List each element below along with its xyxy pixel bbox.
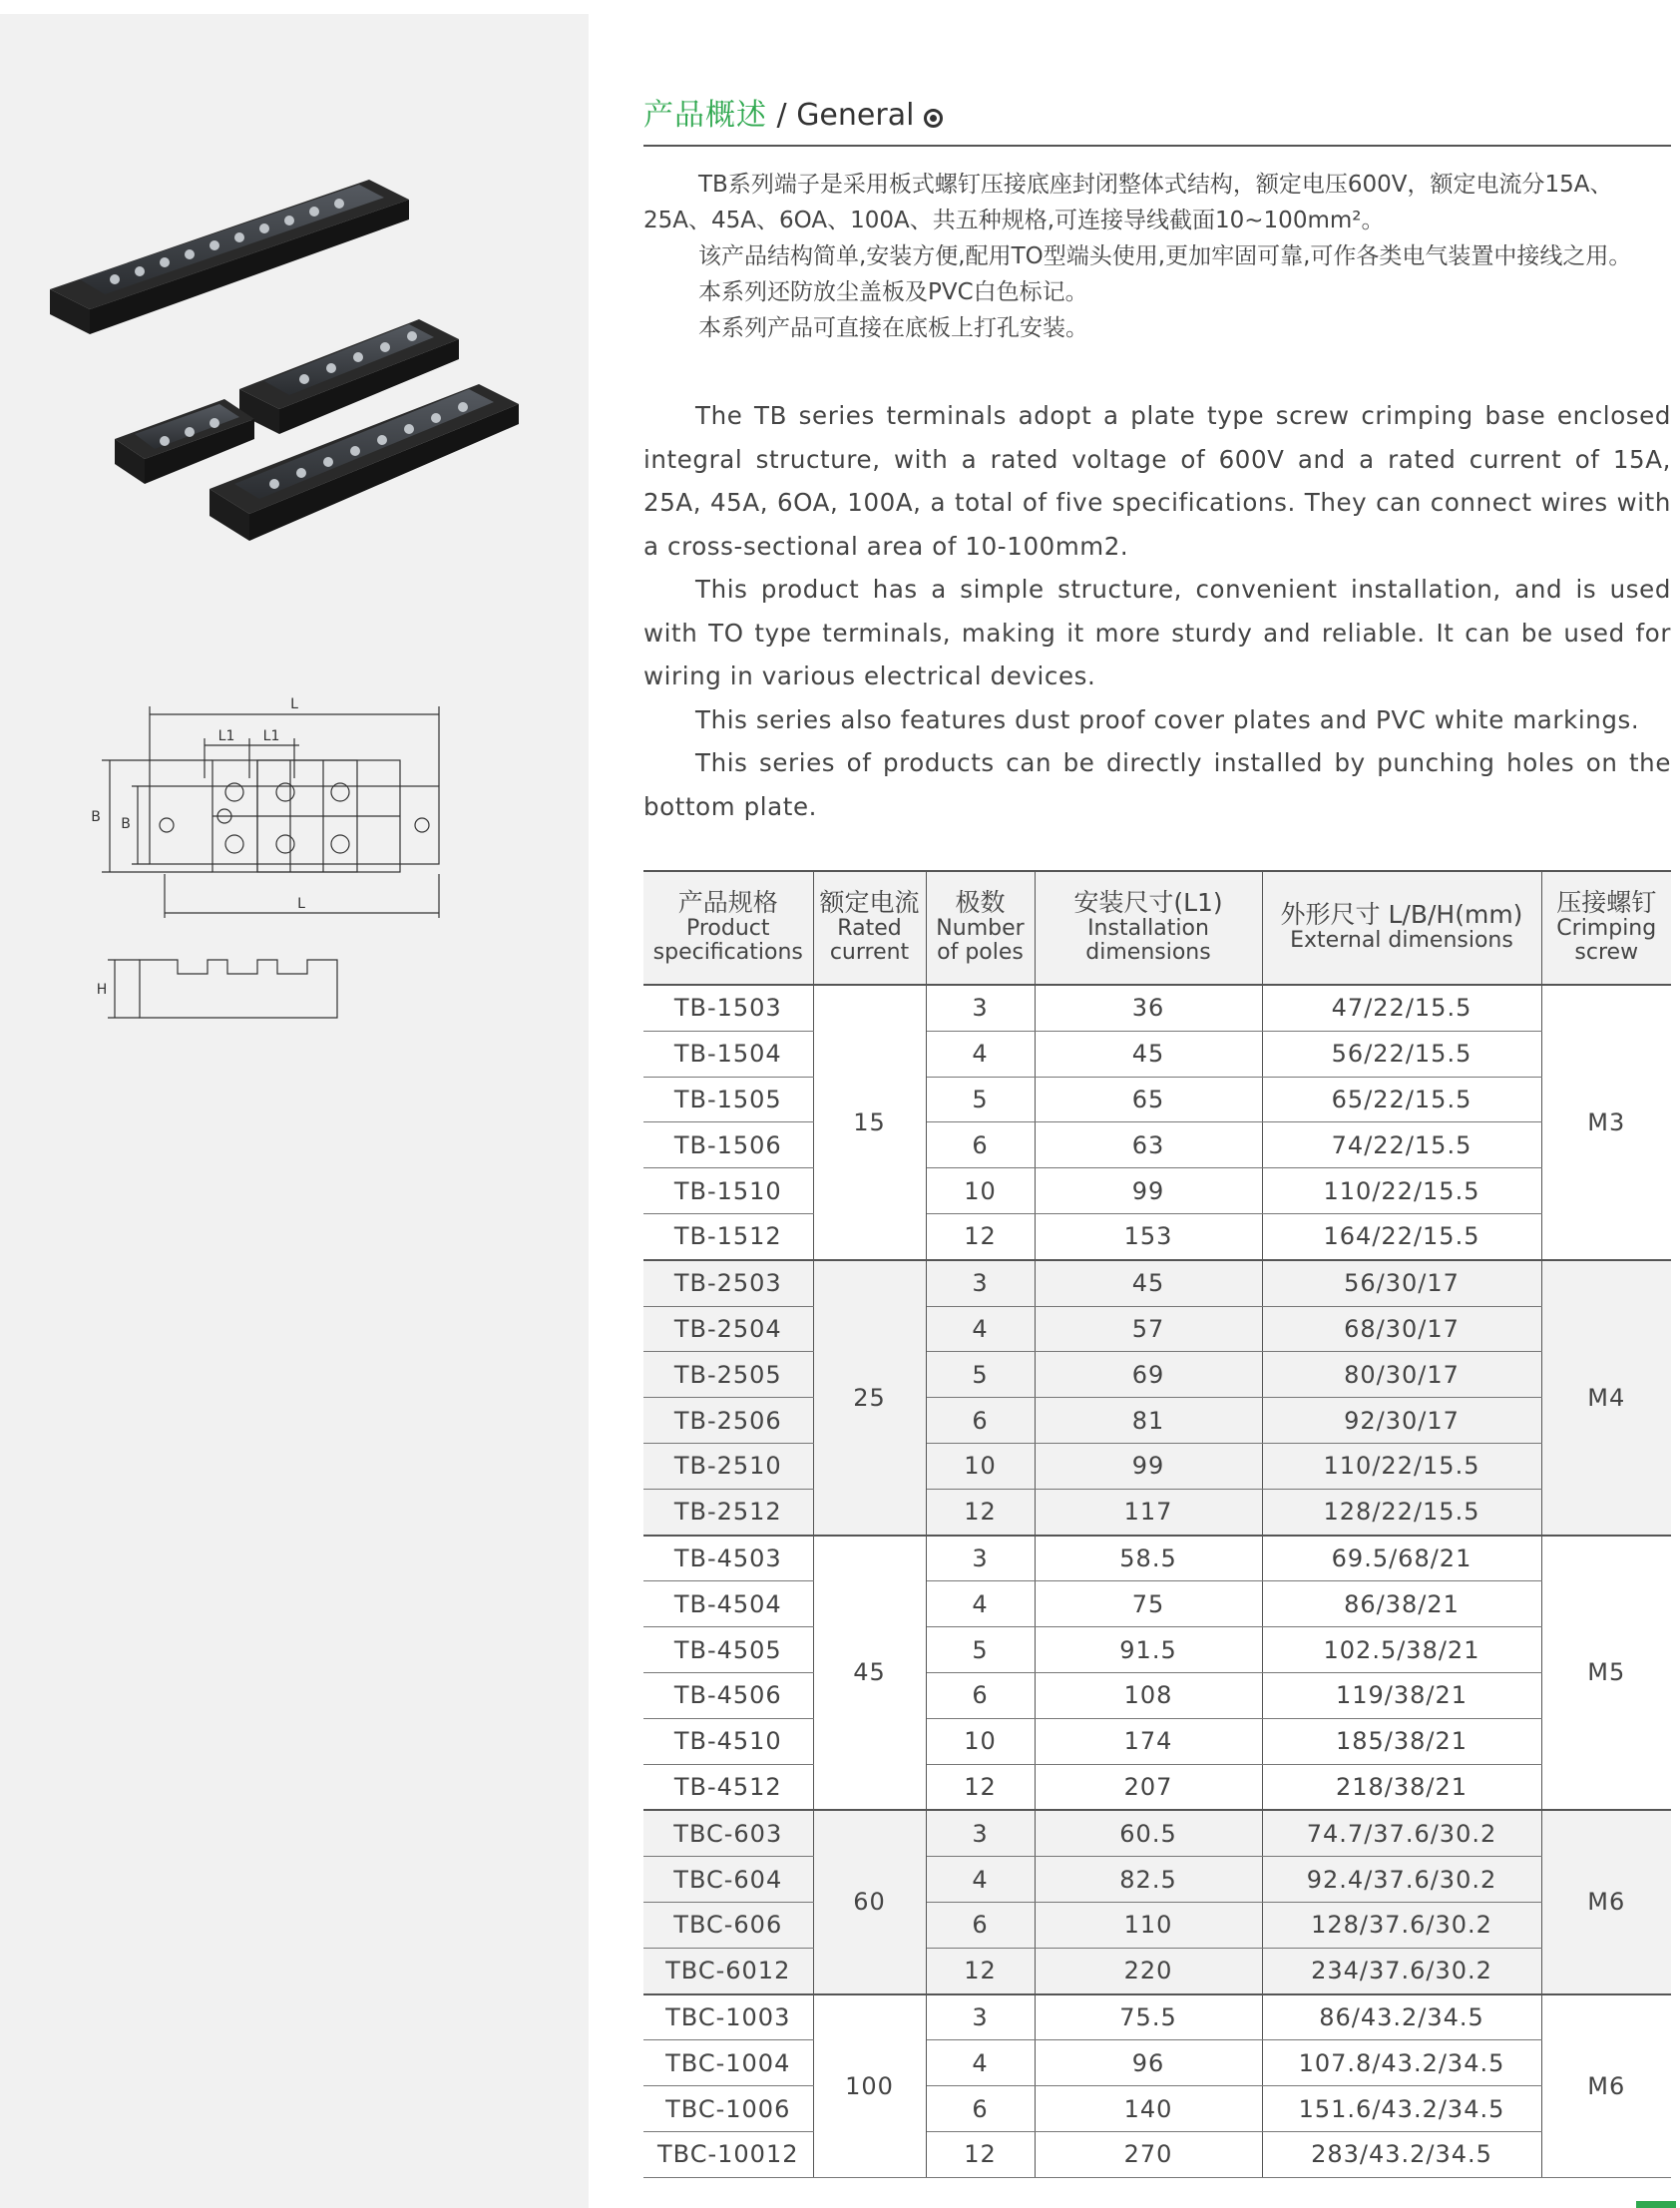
terminal-block-long-top xyxy=(50,180,409,334)
cell-crimping-screw: M6 xyxy=(1541,1994,1671,2178)
cell-external-dim: 110/22/15.5 xyxy=(1262,1443,1541,1489)
cell-external-dim: 56/30/17 xyxy=(1262,1260,1541,1306)
cell-product-spec: TB-1510 xyxy=(643,1168,813,1214)
cell-poles: 10 xyxy=(926,1718,1035,1764)
cell-external-dim: 47/22/15.5 xyxy=(1262,985,1541,1031)
cell-installation-dim: 75 xyxy=(1035,1581,1262,1627)
dim-label-l1-b: L1 xyxy=(262,728,280,744)
cell-product-spec: TBC-10012 xyxy=(643,2131,813,2177)
cell-rated-current: 100 xyxy=(813,1994,926,2178)
cell-external-dim: 65/22/15.5 xyxy=(1262,1077,1541,1122)
terminal-block-short xyxy=(115,399,254,484)
cell-external-dim: 128/37.6/30.2 xyxy=(1262,1902,1541,1948)
cell-product-spec: TBC-6012 xyxy=(643,1948,813,1993)
dim-label-b-inner: B xyxy=(121,816,131,832)
cell-installation-dim: 117 xyxy=(1035,1489,1262,1535)
dim-label-b-outer: B xyxy=(91,809,101,825)
cell-product-spec: TB-1506 xyxy=(643,1122,813,1168)
cell-poles: 6 xyxy=(926,2086,1035,2132)
intro-cn-paragraph: 本系列产品可直接在底板上打孔安装。 xyxy=(698,315,1088,341)
dim-label-l: L xyxy=(290,696,298,712)
cell-product-spec: TBC-604 xyxy=(643,1857,813,1903)
cell-installation-dim: 108 xyxy=(1035,1672,1262,1718)
cell-product-spec: TB-2504 xyxy=(643,1306,813,1352)
table-row xyxy=(643,1948,1671,1993)
cell-product-spec: TB-4504 xyxy=(643,1581,813,1627)
cell-installation-dim: 45 xyxy=(1035,1260,1262,1306)
cell-product-spec: TBC-1006 xyxy=(643,2086,813,2132)
cell-product-spec: TB-1503 xyxy=(643,985,813,1031)
table-row xyxy=(643,1122,1671,1168)
cell-installation-dim: 153 xyxy=(1035,1213,1262,1259)
table-row xyxy=(643,2040,1671,2086)
col-header-installation: 安装尺寸(L1) Installation dimensions xyxy=(1035,871,1262,985)
cell-product-spec: TB-4510 xyxy=(643,1718,813,1764)
section-header xyxy=(643,90,1671,147)
table-row xyxy=(643,1857,1671,1903)
cell-installation-dim: 58.5 xyxy=(1035,1536,1262,1581)
cell-installation-dim: 69 xyxy=(1035,1352,1262,1398)
cell-external-dim: 283/43.2/34.5 xyxy=(1262,2131,1541,2177)
table-row xyxy=(643,1031,1671,1077)
cell-external-dim: 92.4/37.6/30.2 xyxy=(1262,1857,1541,1903)
dim-label-h: H xyxy=(96,982,108,998)
cell-product-spec: TBC-1003 xyxy=(643,1994,813,2040)
table-row xyxy=(643,1994,1671,2040)
cell-product-spec: TB-1512 xyxy=(643,1213,813,1259)
cell-product-spec: TB-1505 xyxy=(643,1077,813,1122)
cell-external-dim: 151.6/43.2/34.5 xyxy=(1262,2086,1541,2132)
table-row xyxy=(643,1718,1671,1764)
cell-product-spec: TBC-606 xyxy=(643,1902,813,1948)
table-row xyxy=(643,1398,1671,1444)
cell-installation-dim: 82.5 xyxy=(1035,1857,1262,1903)
intro-cn-paragraph: TB系列端子是采用板式螺钉压接底座封闭整体式结构，额定电压600V，额定电流分15A、25A、45A、6OA、100A、共五种规格,可连接导线截面10~100mm²。 xyxy=(643,172,1613,233)
cell-external-dim: 185/38/21 xyxy=(1262,1718,1541,1764)
cell-poles: 12 xyxy=(926,1948,1035,1993)
cell-product-spec: TB-2510 xyxy=(643,1443,813,1489)
cell-installation-dim: 91.5 xyxy=(1035,1627,1262,1673)
cell-product-spec: TB-4505 xyxy=(643,1627,813,1673)
cell-installation-dim: 81 xyxy=(1035,1398,1262,1444)
table-row xyxy=(643,985,1671,1031)
target-icon xyxy=(924,109,943,128)
intro-en-paragraph: This series also features dust proof cover plates and PVC white markings. xyxy=(695,704,1640,734)
cell-external-dim: 86/38/21 xyxy=(1262,1581,1541,1627)
table-row xyxy=(643,1213,1671,1259)
cell-external-dim: 68/30/17 xyxy=(1262,1306,1541,1352)
cell-product-spec: TB-2506 xyxy=(643,1398,813,1444)
table-row xyxy=(643,1489,1671,1535)
cell-installation-dim: 174 xyxy=(1035,1718,1262,1764)
cell-crimping-screw: M4 xyxy=(1541,1260,1671,1536)
col-header-product: 产品规格 Product specifications xyxy=(643,871,813,985)
cell-external-dim: 80/30/17 xyxy=(1262,1352,1541,1398)
table-row xyxy=(643,1077,1671,1122)
cell-external-dim: 102.5/38/21 xyxy=(1262,1627,1541,1673)
cell-poles: 6 xyxy=(926,1122,1035,1168)
spec-table xyxy=(643,870,1671,2178)
table-row xyxy=(643,1260,1671,1306)
col-header-current: 额定电流 Rated current xyxy=(813,871,926,985)
intro-english xyxy=(643,394,1671,828)
dim-label-l1-a: L1 xyxy=(217,728,235,744)
cell-installation-dim: 99 xyxy=(1035,1443,1262,1489)
table-row xyxy=(643,1306,1671,1352)
cell-poles: 3 xyxy=(926,1536,1035,1581)
table-row xyxy=(643,1627,1671,1673)
cell-poles: 3 xyxy=(926,985,1035,1031)
cell-external-dim: 128/22/15.5 xyxy=(1262,1489,1541,1535)
page-corner-mark xyxy=(1636,2201,1676,2208)
product-photo xyxy=(40,160,559,579)
cell-external-dim: 119/38/21 xyxy=(1262,1672,1541,1718)
cell-poles: 6 xyxy=(926,1672,1035,1718)
cell-installation-dim: 270 xyxy=(1035,2131,1262,2177)
cell-external-dim: 107.8/43.2/34.5 xyxy=(1262,2040,1541,2086)
title-en: General xyxy=(796,98,915,133)
cell-installation-dim: 207 xyxy=(1035,1764,1262,1810)
cell-installation-dim: 96 xyxy=(1035,2040,1262,2086)
cell-installation-dim: 140 xyxy=(1035,2086,1262,2132)
cell-poles: 5 xyxy=(926,1077,1035,1122)
cell-poles: 10 xyxy=(926,1443,1035,1489)
cell-poles: 12 xyxy=(926,1489,1035,1535)
table-row xyxy=(643,2086,1671,2132)
intro-en-paragraph: This product has a simple structure, convenient installation, and is used with TO type terminals, making it more sturdy and reliable. It can be used for wiring in various electrical devices. xyxy=(643,575,1671,690)
cell-poles: 12 xyxy=(926,1213,1035,1259)
cell-product-spec: TB-2512 xyxy=(643,1489,813,1535)
cell-poles: 4 xyxy=(926,1306,1035,1352)
cell-poles: 5 xyxy=(926,1352,1035,1398)
title-cn: 产品概述 xyxy=(643,98,767,133)
cell-poles: 5 xyxy=(926,1627,1035,1673)
cell-installation-dim: 65 xyxy=(1035,1077,1262,1122)
cell-poles: 12 xyxy=(926,1764,1035,1810)
cell-poles: 3 xyxy=(926,1994,1035,2040)
intro-cn-paragraph: 该产品结构简单,安装方便,配用TO型端头使用,更加牢固可靠,可作各类电气装置中接线之用。 xyxy=(698,243,1632,269)
table-row xyxy=(643,1764,1671,1810)
cell-installation-dim: 36 xyxy=(1035,985,1262,1031)
col-header-screw: 压接螺钉 Crimping screw xyxy=(1541,871,1671,985)
cell-poles: 12 xyxy=(926,2131,1035,2177)
cell-external-dim: 56/22/15.5 xyxy=(1262,1031,1541,1077)
table-header-row xyxy=(643,871,1671,985)
cell-product-spec: TB-2505 xyxy=(643,1352,813,1398)
table-row xyxy=(643,1581,1671,1627)
table-row xyxy=(643,1672,1671,1718)
table-row xyxy=(643,1443,1671,1489)
cell-poles: 6 xyxy=(926,1398,1035,1444)
cell-installation-dim: 45 xyxy=(1035,1031,1262,1077)
table-row xyxy=(643,1352,1671,1398)
table-row xyxy=(643,1902,1671,1948)
cell-external-dim: 86/43.2/34.5 xyxy=(1262,1994,1541,2040)
intro-en-paragraph: The TB series terminals adopt a plate type screw crimping base enclosed integral structure, with a rated voltage of 600V and a rated current of 15A, 25A, 45A, 6OA, 100A, a total of five specifications. They can connect wires with a cross-sectional area of 10-100mm2. xyxy=(643,401,1671,561)
cell-external-dim: 110/22/15.5 xyxy=(1262,1168,1541,1214)
cell-installation-dim: 63 xyxy=(1035,1122,1262,1168)
cell-poles: 4 xyxy=(926,1857,1035,1903)
cell-crimping-screw: M6 xyxy=(1541,1810,1671,1993)
dim-label-l-bottom: L xyxy=(297,896,305,912)
table-row xyxy=(643,2131,1671,2177)
cell-external-dim: 69.5/68/21 xyxy=(1262,1536,1541,1581)
table-row xyxy=(643,1536,1671,1581)
cell-external-dim: 74.7/37.6/30.2 xyxy=(1262,1810,1541,1856)
cell-external-dim: 218/38/21 xyxy=(1262,1764,1541,1810)
intro-en-paragraph: This series of products can be directly installed by punching holes on the bottom plate. xyxy=(643,748,1671,821)
intro-chinese xyxy=(643,167,1671,346)
cell-product-spec: TB-1504 xyxy=(643,1031,813,1077)
cell-installation-dim: 99 xyxy=(1035,1168,1262,1214)
cell-rated-current: 25 xyxy=(813,1260,926,1536)
cell-poles: 4 xyxy=(926,1581,1035,1627)
intro-cn-paragraph: 本系列还防放尘盖板及PVC白色标记。 xyxy=(698,279,1088,305)
cell-product-spec: TB-4506 xyxy=(643,1672,813,1718)
cell-poles: 4 xyxy=(926,2040,1035,2086)
title-separator: / xyxy=(767,98,797,133)
cell-external-dim: 74/22/15.5 xyxy=(1262,1122,1541,1168)
cell-poles: 4 xyxy=(926,1031,1035,1077)
cell-product-spec: TB-2503 xyxy=(643,1260,813,1306)
cell-installation-dim: 75.5 xyxy=(1035,1994,1262,2040)
cell-external-dim: 164/22/15.5 xyxy=(1262,1213,1541,1259)
col-header-external: 外形尺寸 L/B/H(mm) External dimensions xyxy=(1262,871,1541,985)
table-row xyxy=(643,1810,1671,1856)
cell-rated-current: 45 xyxy=(813,1536,926,1811)
cell-poles: 3 xyxy=(926,1260,1035,1306)
cell-installation-dim: 220 xyxy=(1035,1948,1262,1993)
cell-installation-dim: 60.5 xyxy=(1035,1810,1262,1856)
cell-installation-dim: 57 xyxy=(1035,1306,1262,1352)
cell-crimping-screw: M5 xyxy=(1541,1536,1671,1811)
cell-external-dim: 92/30/17 xyxy=(1262,1398,1541,1444)
cell-rated-current: 15 xyxy=(813,985,926,1260)
cell-crimping-screw: M3 xyxy=(1541,985,1671,1260)
cell-product-spec: TB-4512 xyxy=(643,1764,813,1810)
cell-installation-dim: 110 xyxy=(1035,1902,1262,1948)
cell-rated-current: 60 xyxy=(813,1810,926,1993)
cell-poles: 3 xyxy=(926,1810,1035,1856)
cell-product-spec: TB-4503 xyxy=(643,1536,813,1581)
cell-external-dim: 234/37.6/30.2 xyxy=(1262,1948,1541,1993)
cell-poles: 10 xyxy=(926,1168,1035,1214)
table-row xyxy=(643,1168,1671,1214)
cell-product-spec: TBC-1004 xyxy=(643,2040,813,2086)
cell-product-spec: TBC-603 xyxy=(643,1810,813,1856)
col-header-poles: 极数 Number of poles xyxy=(926,871,1035,985)
cell-poles: 6 xyxy=(926,1902,1035,1948)
dimension-drawing xyxy=(91,688,509,1088)
